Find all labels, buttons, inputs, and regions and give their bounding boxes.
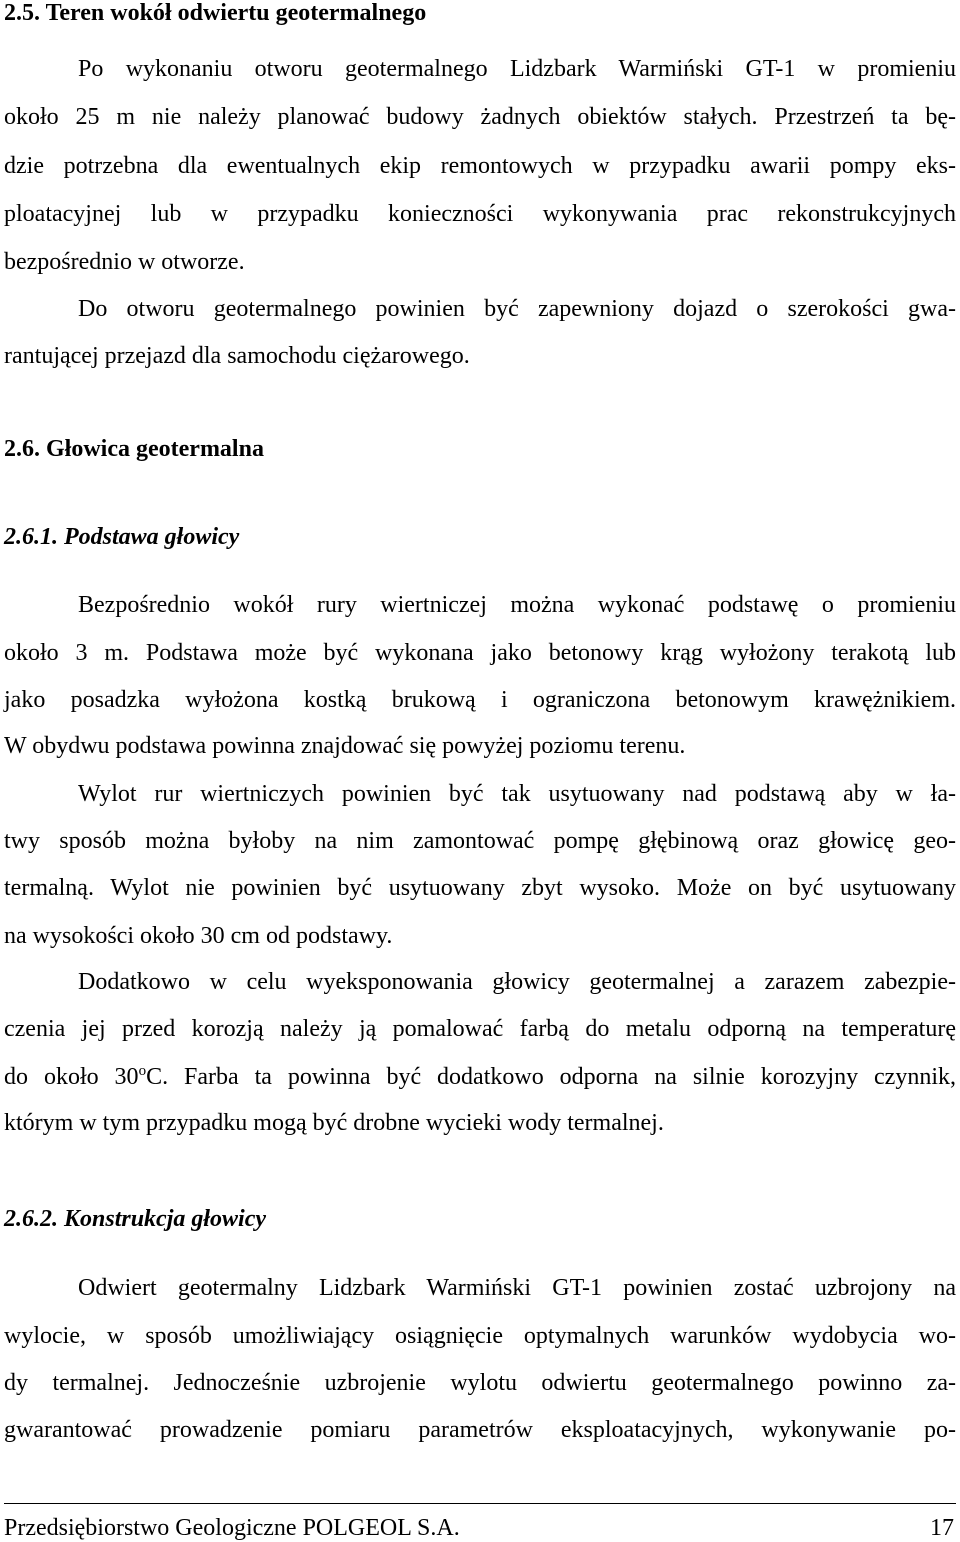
paragraph-line: ploatacyjnej lub w przypadku konieczności wykonywania prac rekonstrukcyjnych <box>4 201 956 227</box>
paragraph-line: jako posadzka wyłożona kostką brukową i ograniczona betonowym krawężnikiem. <box>4 687 956 713</box>
paragraph-line: rantującej przejazd dla samochodu ciężarowego. <box>4 343 470 369</box>
section-heading-2-6-2: 2.6.2. Konstrukcja głowicy <box>4 1206 267 1232</box>
paragraph-line: Po wykonaniu otworu geotermalnego Lidzbark Warmiński GT-1 w promieniu <box>78 56 956 82</box>
text-run: C. Farba ta powinna być dodatkowo odporna na silnie korozyjny czynnik, <box>146 1064 956 1090</box>
paragraph-line: Odwiert geotermalny Lidzbark Warmiński GT-1 powinien zostać uzbrojony na <box>78 1275 956 1301</box>
page-number: 17 <box>930 1515 954 1541</box>
paragraph-line: około 3 m. Podstawa może być wykonana jako betonowy krąg wyłożony terakotą lub <box>4 640 956 666</box>
paragraph-line: W obydwu podstawa powinna znajdować się powyżej poziomu terenu. <box>4 733 686 759</box>
paragraph-line: Do otworu geotermalnego powinien być zapewniony dojazd o szerokości gwa- <box>78 296 956 322</box>
section-heading-2-5: 2.5. Teren wokół odwiertu geotermalnego <box>4 0 427 26</box>
section-heading-2-6-1: 2.6.1. Podstawa głowicy <box>4 524 240 550</box>
paragraph-line: bezpośrednio w otworze. <box>4 249 245 275</box>
paragraph-line: dy termalnej. Jednocześnie uzbrojenie wylotu odwiertu geotermalnego powinno za- <box>4 1370 956 1396</box>
paragraph-line: Bezpośrednio wokół rury wiertniczej można wykonać podstawę o promieniu <box>78 592 956 618</box>
paragraph-line: dzie potrzebna dla ewentualnych ekip remontowych w przypadku awarii pompy eks- <box>4 153 956 179</box>
degree-superscript: o <box>138 1063 147 1079</box>
footer-company: Przedsiębiorstwo Geologiczne POLGEOL S.A. <box>4 1515 460 1541</box>
paragraph-line <box>4 1063 956 1091</box>
text-run: do około 30 <box>4 1064 139 1090</box>
paragraph-line: wylocie, w sposób umożliwiający osiągnięcie optymalnych warunków wydobycia wo- <box>4 1323 956 1349</box>
paragraph-line: czenia jej przed korozją należy ją pomalować farbą do metalu odporną na temperaturę <box>4 1016 956 1042</box>
paragraph-line: Dodatkowo w celu wyeksponowania głowicy geotermalnej a zarazem zabezpie- <box>78 969 956 995</box>
paragraph-line: około 25 m nie należy planować budowy żadnych obiektów stałych. Przestrzeń ta bę- <box>4 104 956 130</box>
footer-divider <box>4 1503 956 1504</box>
paragraph-line: twy sposób można byłoby na nim zamontować pompę głębinową oraz głowicę geo- <box>4 828 956 854</box>
paragraph-line: gwarantować prowadzenie pomiaru parametrów eksploatacyjnych, wykonywanie po- <box>4 1417 956 1443</box>
paragraph-line: na wysokości około 30 cm od podstawy. <box>4 923 393 949</box>
paragraph-line: Wylot rur wiertniczych powinien być tak usytuowany nad podstawą aby w ła- <box>78 781 956 807</box>
paragraph-line: którym w tym przypadku mogą być drobne wycieki wody termalnej. <box>4 1110 664 1136</box>
section-heading-2-6: 2.6. Głowica geotermalna <box>4 436 264 462</box>
paragraph-line: termalną. Wylot nie powinien być usytuowany zbyt wysoko. Może on być usytuowany <box>4 875 956 901</box>
